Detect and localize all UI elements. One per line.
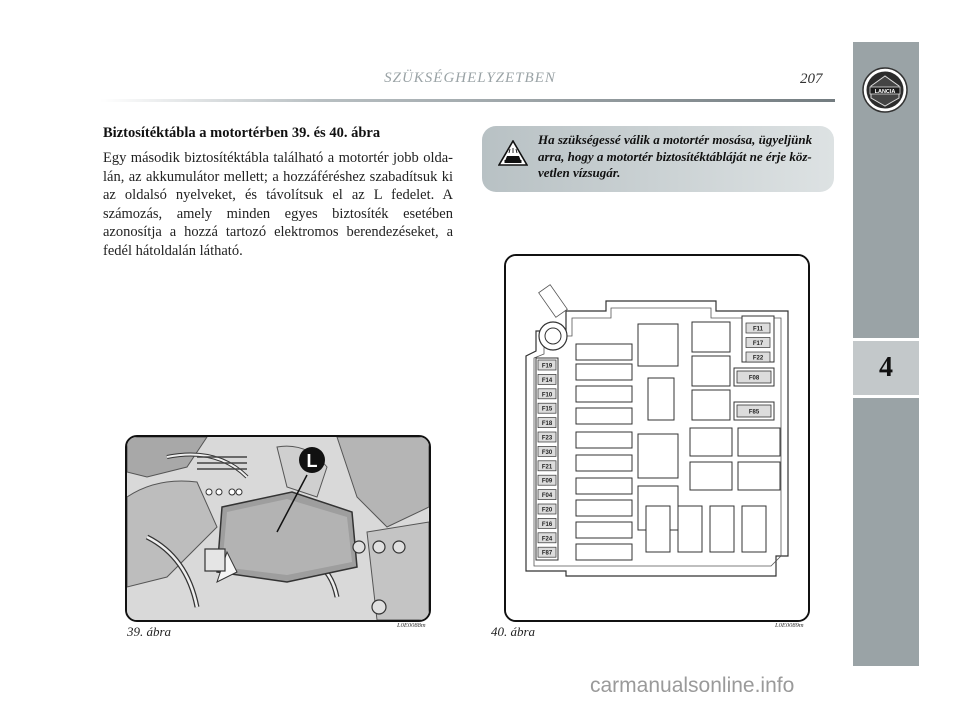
section-heading: Biztosítéktábla a motortérben 39. és 40. ábra (103, 125, 381, 141)
fuse-label-f04: F04 (541, 493, 553, 500)
page-header-title: SZÜKSÉGHELYZETBEN (384, 70, 556, 86)
engine-bay-illustration (127, 437, 429, 620)
fuse-label-f23: F23 (541, 435, 553, 442)
chapter-number-tab: 4 (853, 341, 919, 395)
fuse-label-f85: F85 (748, 409, 760, 416)
fuse-label-f22: F22 (752, 355, 764, 362)
side-tab-bottom (853, 398, 919, 666)
fuse-label-f15: F15 (541, 406, 553, 413)
fuse-label-f17: F17 (752, 341, 764, 347)
callout-l-label: L (306, 451, 318, 471)
fuse-label-f19: F19 (541, 363, 553, 370)
fuse-label-f20: F20 (541, 507, 553, 514)
logo-text: LANCIA (874, 88, 896, 95)
fuse-label-f09: F09 (541, 478, 553, 485)
lancia-logo (861, 66, 909, 114)
fuse-label-f21: F21 (541, 464, 553, 471)
warning-text: Ha szükségessé válik a motortér mosása, ügyeljünk arra, hogy a motortér biztosítéktábláját ne érje köz-vetlen vízsugár. (538, 132, 813, 180)
figure-40-fusebox-diagram (504, 254, 810, 622)
fuse-label-f08: F08 (748, 375, 760, 382)
fuse-label-f87: F87 (541, 550, 553, 557)
fuse-label-f24: F24 (541, 536, 553, 543)
section-body: Egy második biztosítéktábla található a motortér jobb olda-lán, az akkumulátor mellett; a hozzáféréshez szabadítsuk ki az oldalsó nyelveket, és távolítsuk el az L fedelet. A számozás, amely minden egyes biztosíték esetében azonosítja a hozzá tartozó elektromos berendezéseket, a fedél hátoldalán látható. (103, 150, 453, 259)
fuse-label-f11: F11 (752, 326, 764, 333)
fuse-label-f10: F10 (541, 392, 553, 399)
figure-39-caption: 39. ábra (127, 624, 172, 639)
figure-40-caption: 40. ábra (491, 624, 536, 639)
car-wash-warning-icon (498, 140, 528, 166)
fuse-label-f14: F14 (541, 377, 553, 384)
warning-box (482, 126, 834, 192)
fuse-label-f16: F16 (541, 521, 553, 528)
watermark: carmanualsonline.info (590, 674, 795, 697)
fuse-label-f18: F18 (541, 421, 553, 428)
figure-40-code: L0E0089m (775, 622, 804, 629)
fuse-label-f30: F30 (541, 449, 553, 456)
fusebox-drawing (506, 256, 808, 620)
figure-39-code: L0E0088m (397, 622, 426, 629)
header-rule (100, 99, 835, 102)
fuse-left-column (536, 358, 558, 560)
page-number: 207 (800, 71, 823, 87)
figure-39-photo (125, 435, 431, 622)
